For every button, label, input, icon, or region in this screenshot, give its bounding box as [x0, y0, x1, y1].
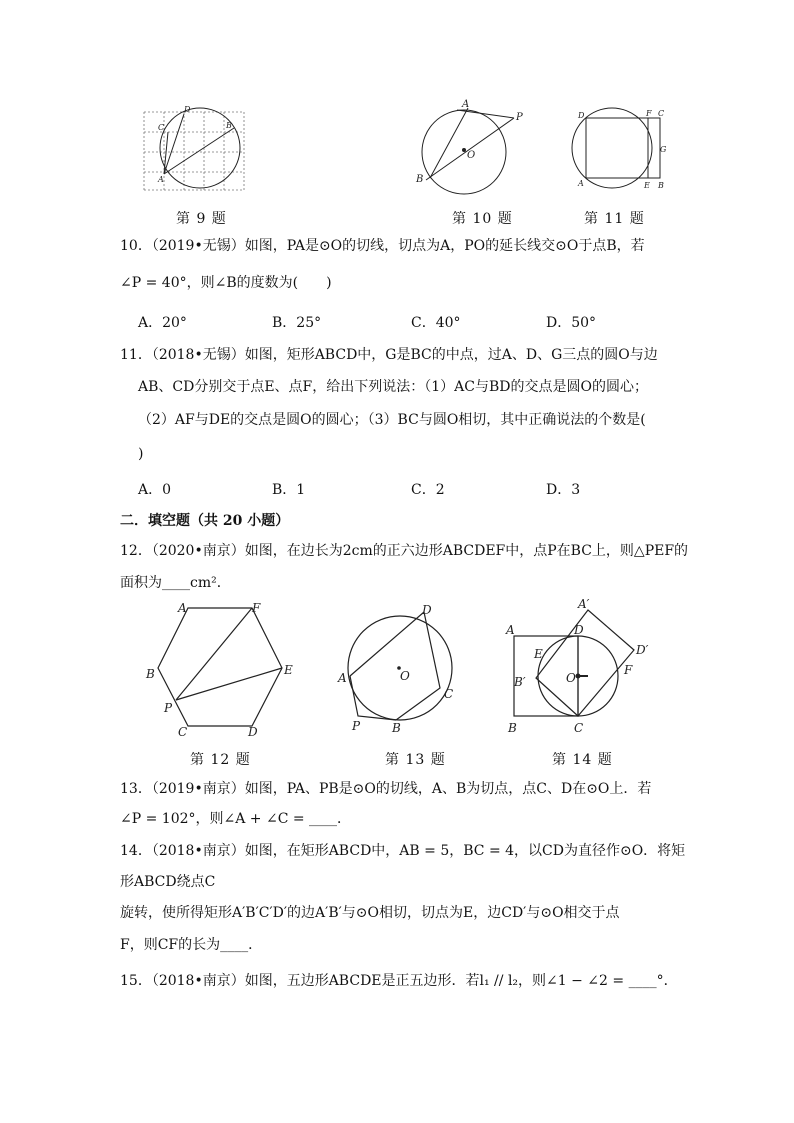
figure-10 — [412, 98, 532, 198]
q11-option-c: C．2 — [411, 482, 445, 498]
fig9-label-b: B — [226, 121, 232, 130]
q11-line4: ) — [138, 446, 144, 462]
q12-line1: 12．（2020•南京）如图，在边长为2cm的正六边形ABCDEF中，点P在BC上，则△PEF的 — [120, 543, 689, 559]
fig11-label-a: A — [578, 179, 584, 188]
fig14-label-b-prime: B′ — [514, 675, 526, 689]
fig14-label-d-prime: D′ — [636, 643, 649, 657]
q10-option-b: B．25° — [272, 315, 322, 331]
q10-option-d: D．50° — [546, 315, 597, 331]
fig12-label-a: A — [178, 601, 187, 615]
fig14-label-b: B — [508, 721, 517, 735]
fig13-label-c: C — [444, 687, 454, 701]
caption-fig12: 第 12 题 — [190, 752, 251, 768]
fig11-label-g: G — [660, 145, 667, 154]
fig14-label-a: A — [506, 623, 515, 637]
fig12-label-b: B — [146, 667, 155, 681]
q14-line2: 形ABCD绕点C — [120, 874, 216, 890]
fig9-label-a: A — [158, 175, 164, 184]
fig11-label-e: E — [644, 181, 650, 190]
fig14-label-e: E — [534, 647, 543, 661]
figure-12 — [140, 598, 300, 740]
q13-line1: 13．（2019•南京）如图，PA、PB是⊙O的切线，A、B为切点，点C、D在⊙O上．若 — [120, 781, 652, 797]
section-fill-in-blank: 二．填空题（共 20 小题） — [120, 513, 290, 529]
fig11-label-f: F — [646, 109, 652, 118]
caption-fig10: 第 10 题 — [452, 211, 513, 227]
fig13-label-o: O — [400, 669, 410, 683]
q10-option-a: A．20° — [138, 315, 187, 331]
fig12-label-c: C — [178, 725, 188, 739]
q14-line1: 14．（2018•南京）如图，在矩形ABCD中，AB = 5，BC = 4，以CD为直径作⊙O．将矩 — [120, 843, 686, 859]
fig10-label-a: A — [462, 99, 470, 110]
fig13-label-b: B — [392, 721, 401, 735]
fig13-label-a: A — [338, 671, 347, 685]
q11-line1: 11．（2018•无锡）如图，矩形ABCD中，G是BC的中点，过A、D、G三点的圆O与边 — [120, 347, 658, 363]
q13-line2: ∠P = 102°，则∠A + ∠C = ____． — [120, 811, 352, 827]
fig12-label-d: D — [248, 725, 258, 739]
q10-line2: ∠P = 40°，则∠B的度数为( ) — [120, 275, 332, 291]
q11-option-b: B．1 — [272, 482, 306, 498]
fig13-label-p: P — [352, 719, 361, 733]
figure-13 — [332, 604, 462, 738]
q10-option-c: C．40° — [411, 315, 461, 331]
fig14-label-a-prime: A′ — [578, 597, 590, 611]
caption-fig9: 第 9 题 — [176, 211, 227, 227]
fig11-label-c: C — [658, 109, 665, 118]
fig12-label-p: P — [164, 701, 173, 715]
fig10-label-o: O — [467, 150, 476, 161]
figure-14 — [504, 596, 664, 742]
q12-line2: 面积为____cm²． — [120, 575, 231, 591]
fig11-label-d: D — [578, 111, 585, 120]
fig14-label-f: F — [624, 663, 633, 677]
fig14-label-d: D — [574, 623, 584, 637]
q11-line2: AB、CD分别交于点E、点F，给出下列说法：（1）AC与BD的交点是圆O的圆心； — [138, 379, 648, 395]
q11-line3: （2）AF与DE的交点是圆O的圆心；（3）BC与圆O相切，其中正确说法的个数是( — [138, 412, 646, 428]
figure-9 — [140, 104, 250, 194]
fig14-label-c: C — [574, 721, 584, 735]
fig12-label-f: F — [252, 601, 261, 615]
fig13-label-d: D — [422, 604, 432, 617]
fig14-label-o: O — [566, 671, 576, 685]
q11-option-d: D．3 — [546, 482, 581, 498]
fig9-label-c: C — [158, 123, 165, 132]
q10-line1: 10．（2019•无锡）如图，PA是⊙O的切线，切点为A，PO的延长线交⊙O于点B，若 — [120, 238, 645, 254]
q15-line1: 15．（2018•南京）如图，五边形ABCDE是正五边形．若l₁ // l₂，则∠1 − ∠2 = ____°． — [120, 973, 678, 989]
caption-fig11: 第 11 题 — [584, 211, 645, 227]
q11-option-a: A．0 — [138, 482, 172, 498]
fig10-label-b: B — [416, 174, 424, 185]
caption-fig14: 第 14 题 — [552, 752, 613, 768]
fig10-label-p: P — [516, 112, 523, 123]
q14-line3: 旋转，使所得矩形A′B′C′D′的边A′B′与⊙O相切，切点为E，边CD′与⊙O相交于点 — [120, 905, 620, 921]
q14-line4: F，则CF的长为____． — [120, 937, 263, 953]
caption-fig13: 第 13 题 — [385, 752, 446, 768]
figure-11 — [568, 104, 672, 196]
fig11-label-b: B — [658, 181, 664, 190]
fig9-label-d: D — [184, 105, 191, 114]
fig12-label-e: E — [284, 663, 293, 677]
